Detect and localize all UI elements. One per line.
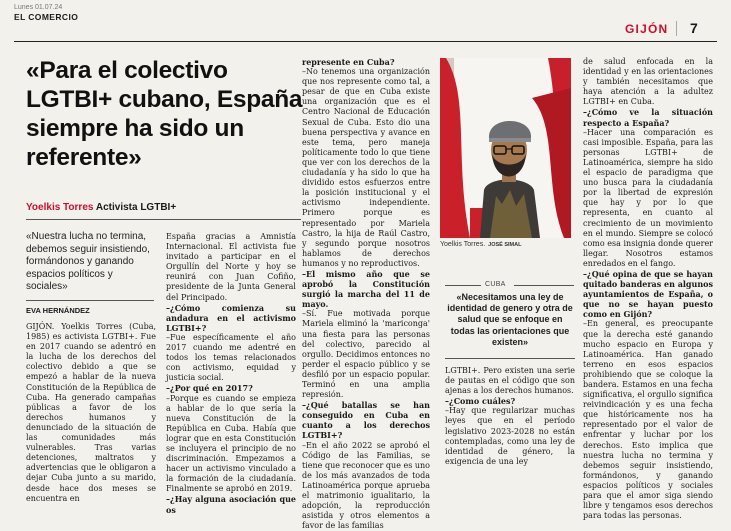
section-name: GIJÓN (625, 22, 669, 36)
column-paragraph: GIJÓN. Yoelkis Torres (Cuba, 1985) es activista LGTBI+. Fue en 2017 cuando se adentró en la lucha de los derechos del colectivo debido a que se empezó a hablar de la nueva Constitución de la República de Cuba. Ha generado campañas públicas a favor de los derechos humanos y denunciado de la situación de las comunidades más vulnerables. Tras varias detenciones, maltratos y advertencias que le obligaron a dejar Cuba junto a su marido, desde hace dos meses se encuentra en (26, 322, 156, 503)
column-paragraph: –No tenemos una organización que nos represente como tal, a pesar de que en Cuba existe una organización que es el Centro Nacional de Educación Sexual de Cuba. Esto dio una buena perspectiva y avance en este tema, pero maneja políticamente todo lo que tiene que ver con los derechos de la ciudadanía y ha sido lo que ha dividido estos esfuerzos entre la posición institucional y el activismo independiente. Primero porque es representado por Mariela Castro, la hija de Raúl Castro, y segundo porque nosotros hablamos de derechos humanos y no reproductivos. (302, 67, 430, 268)
interviewee-role: Activista LGTBI+ (95, 202, 177, 213)
byline-rule (26, 219, 301, 220)
interview-question: –El mismo año que se aprobó la Constitución surgió la marcha del 11 de mayo. (302, 268, 430, 310)
pull-quote-rule-bottom (445, 358, 575, 359)
author-rule (26, 300, 154, 301)
column-paragraph: –En general, es preocupante que la derecha esté ganando mucho espacio en Europa y Latinoamérica. Han ganado terreno en esos espacios prohibiendo que se coloque la bandera. Estamos en una fecha significativa, el orgullo significa reivindicación y es una fecha que históricamente nos ha representado por el valor de enfrentar y luchar por los derechos. Esto implica que nuestra lucha no termina y debemos seguir insistiendo, formándonos, y ganando espacios políticos y sociales para que el amor siga siendo libre y tengamos esos derechos para todas las personas. (583, 319, 713, 521)
pull-quote: «Necesitamos una ley de identidad de genero y otra de salud que se enfoque en todas las orientaciones que existen» (447, 292, 573, 347)
interview-question: –¿Como cuáles? (445, 396, 516, 407)
interview-question: –¿Hay alguna asociación que os (166, 494, 296, 515)
interview-question: –¿Cómo ve la situación respecto a España? (583, 107, 713, 128)
interview-question: –¿Cómo comienza su andadura en el activismo LGTBI+? (166, 302, 296, 333)
article-column-5 (583, 57, 713, 521)
article-column-3 (302, 57, 430, 531)
column-paragraph: –Sí. Fue motivada porque Mariela eliminó la 'mariconga' una fiesta para las personas del colectivo, parecido al orgullo. Decidimos entonces no perder el espacio público y se desfiló por un espacio popular. Terminó en una amplia represión. (302, 309, 430, 400)
page-number: 7 (690, 20, 698, 36)
portrait-illustration (440, 58, 571, 238)
photo-caption (440, 241, 521, 248)
byline (26, 202, 176, 213)
interviewee-name: Yoelkis Torres (26, 202, 94, 213)
interview-question: –¿Qué opina de que se hayan quitado banderas en algunos ayuntamientos de España, o que no se hayan puesto como en Gijón? (583, 268, 713, 320)
intro-quote: «Nuestra lucha no termina, debemos seguir insistiendo, formándonos y ganando espacios políticos y sociales» (26, 231, 150, 293)
photo-credit: JOSÉ SIMAL (488, 242, 522, 248)
masthead-rule (14, 41, 717, 42)
interview-question: –¿Por qué en 2017? (166, 383, 253, 394)
portrait-photo (440, 58, 571, 238)
pull-quote-rule-right (514, 285, 574, 286)
section-divider (676, 21, 677, 36)
column-paragraph: España gracias a Amnistía Internacional. El activista fue invitado a participar en el Orgullín del Norte y hoy se reunirá con Juan Cofiño, presidente de la Junta General del Principado. (166, 232, 296, 302)
issue-date: Lunes 01.07.24 (14, 4, 63, 11)
headline: «Para el colectivo LGTBI+ cubano, España siempre ha sido un referente» (26, 57, 303, 171)
column-paragraph: de salud enfocada en la identidad y en las orientaciones y también necesitamos que haya atención a la adultez LGTBI+ en Cuba. (583, 57, 713, 107)
article-column-1 (26, 322, 156, 504)
column-paragraph: LGTBI+. Pero existen una serie de pautas en el código que son ajenas a los derechos humanos. (445, 366, 575, 396)
pull-quote-tag: CUBA (485, 281, 506, 288)
newspaper-name: EL COMERCIO (14, 12, 79, 22)
pull-quote-rule-left (445, 285, 481, 286)
column-paragraph: –Hay que regularizar muchas leyes que en el período legislativo 2023-2028 no están contempladas, como una ley de identidad de género, la exigencia de una ley (445, 406, 575, 466)
column-paragraph: –Fue específicamente el año 2017 cuando me adentré en todos los temas relacionados con activismo, equidad y justicia social. (166, 332, 296, 383)
interview-question: –¿Qué batallas se han conseguido en Cuba en cuanto a los derechos LGTBI+? (302, 400, 430, 441)
author-name: EVA HERNÁNDEZ (26, 306, 90, 315)
article-column-2 (166, 232, 296, 515)
article-column-4 (445, 366, 575, 467)
column-paragraph: –Hacer una comparación es casi imposible. España, para las personas LGTBI+ de Latinoamérica, siempre ha sido el espacio de paradigma que uno busca para la ciudadanía por la libertad de expresión que hay y por lo que representa, en cuanto al crecimiento de un movimiento en el mundo. Siempre se colocó como esa insignia donde querer llegar. Nosotros estamos enredados en el fango. (583, 127, 714, 268)
column-paragraph: –Porque es cuando se empieza a hablar de lo que sería la nueva Constitución de la República en Cuba. Había que lograr que en esta Constitución se incluyera el principio de no discriminación. Empezamos a hacer un activismo vinculado a la formación de la ciudadanía. Finalmente se aprobó en 2019. (166, 393, 296, 494)
interview-question: represente en Cuba? (302, 57, 395, 67)
caption-text: Yoelkis Torres. (440, 241, 486, 248)
column-paragraph: –En el año 2022 se aprobó el Código de las Familias, se tiene que reconocer que es uno de los más avanzados de toda Latinoamérica porque aprueba el matrimonio igualitario, la adopción, la reproducción asistida y otros elementos a favor de las familias (302, 440, 430, 531)
